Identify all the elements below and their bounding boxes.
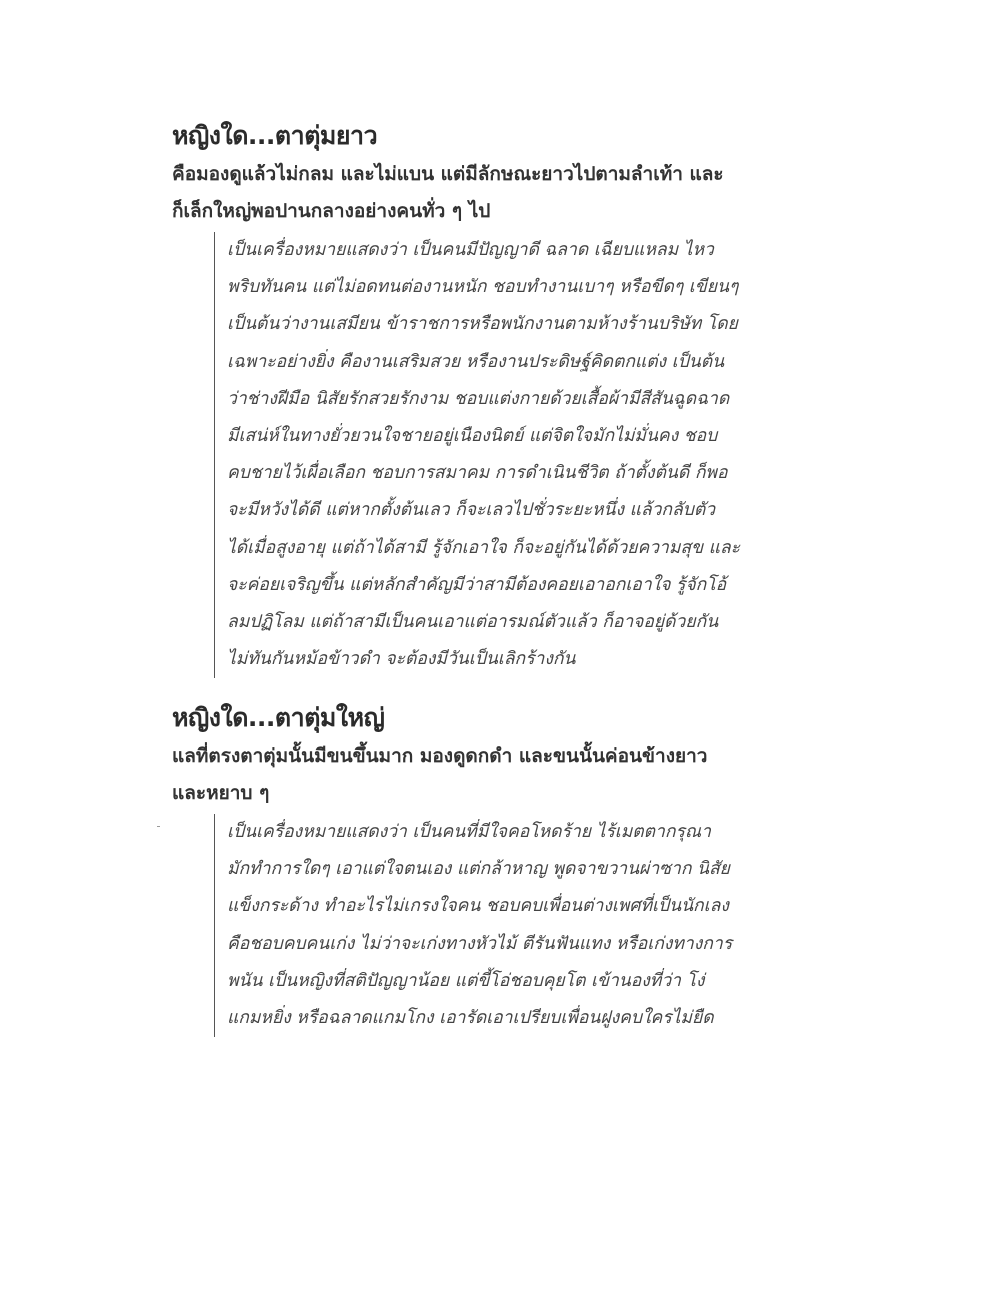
body-line: เป็นเครื่องหมายแสดงว่า เป็นคนที่มีใจคอโหดร้าย ไร้เมตตากรุณา bbox=[227, 822, 711, 842]
section-long-ankle bbox=[172, 118, 772, 678]
body-line: ไม่ทันกันหม้อข้าวดำ จะต้องมีวันเป็นเลิกร้างกัน bbox=[227, 649, 576, 670]
body-line: จะค่อยเจริญขึ้น แต่หลักสำคัญมีว่าสามีต้องคอยเอาอกเอาใจ รู้จักโอ้ bbox=[227, 574, 727, 595]
section-subheading bbox=[172, 738, 772, 812]
body-line: แกมหยิ่ง หรือฉลาดแกมโกง เอารัดเอาเปรียบเพื่อนฝูงคบใครไม่ยืด bbox=[227, 1008, 714, 1029]
body-line: คบชายไว้เผื่อเลือก ชอบการสมาคม การดำเนินชีวิต ถ้าตั้งต้นดี ก็พอ bbox=[227, 463, 728, 484]
section-large-ankle bbox=[172, 700, 772, 1037]
body-line: เป็นต้นว่างานเสมียน ข้าราชการหรือพนักงานตามห้างร้านบริษัท โดย bbox=[227, 314, 738, 335]
section-body-quote bbox=[214, 814, 772, 1037]
section-subheading bbox=[172, 156, 772, 230]
body-line: เฉพาะอย่างยิ่ง คืองานเสริมสวย หรืองานประดิษฐ์คิดตกแต่ง เป็นต้น bbox=[227, 351, 725, 372]
body-line: จะมีหวังได้ดี แต่หากตั้งต้นเลว ก็จะเลวไปชั่วระยะหนึ่ง แล้วกลับตัว bbox=[227, 500, 716, 521]
section-body-quote bbox=[214, 232, 772, 678]
subheading-line: และหยาบ ๆ bbox=[172, 782, 270, 804]
body-line: เป็นเครื่องหมายแสดงว่า เป็นคนมีปัญญาดี ฉลาด เฉียบแหลม ไหว bbox=[227, 240, 714, 260]
body-line: แข็งกระด้าง ทำอะไรไม่เกรงใจคน ชอบคบเพื่อนต่างเพศที่เป็นนักเลง bbox=[227, 896, 729, 917]
section-heading: หญิงใด...ตาตุ่มใหญ่ bbox=[172, 703, 385, 732]
body-line: พริบทันคน แต่ไม่อดทนต่องานหนัก ชอบทำงานเบาๆ หรือขีดๆ เขียนๆ bbox=[227, 277, 739, 298]
body-line: ได้เมื่อสูงอายุ แต่ถ้าได้สามี รู้จักเอาใจ ก็จะอยู่กันได้ด้วยความสุข และ bbox=[227, 537, 741, 558]
body-line: มักทำการใดๆ เอาแต่ใจตนเอง แต่กล้าหาญ พูดจาขวานผ่าซาก นิสัย bbox=[227, 859, 730, 880]
section-heading: หญิงใด...ตาตุ่มยาว bbox=[172, 121, 378, 150]
body-line: มีเสน่ห์ในทางยั่วยวนใจชายอยู่เนืองนิตย์ แต่จิตใจมักไม่มั่นคง ชอบ bbox=[227, 426, 718, 447]
body-line: ลมปฏิโลม แต่ถ้าสามีเป็นคนเอาแต่อารมณ์ตัวแล้ว ก็อาจอยู่ด้วยกัน bbox=[227, 612, 719, 633]
subheading-line: ก็เล็กใหญ่พอปานกลางอย่างคนทั่ว ๆ ไป bbox=[172, 200, 491, 222]
body-line: ว่าช่างฝีมือ นิสัยรักสวยรักงาม ชอบแต่งกายด้วยเสื้อผ้ามีสีสันฉูดฉาด bbox=[227, 388, 730, 409]
scan-speck bbox=[157, 826, 160, 827]
body-line: คือชอบคบคนเก่ง ไม่ว่าจะเก่งทางหัวไม้ ตีรันฟันแทง หรือเก่งทางการ bbox=[227, 933, 733, 954]
subheading-line: คือมองดูแล้วไม่กลม และไม่แบน แต่มีลักษณะยาวไปตามลำเท้า และ bbox=[172, 163, 724, 185]
body-line: พนัน เป็นหญิงที่สติปัญญาน้อย แต่ขี้โอ่ชอบคุยโต เข้านองที่ว่า โง่ bbox=[227, 970, 705, 991]
subheading-line: แลที่ตรงตาตุ่มนั้นมีขนขึ้นมาก มองดูดกดำ และขนนั้นค่อนข้างยาว bbox=[172, 745, 708, 767]
